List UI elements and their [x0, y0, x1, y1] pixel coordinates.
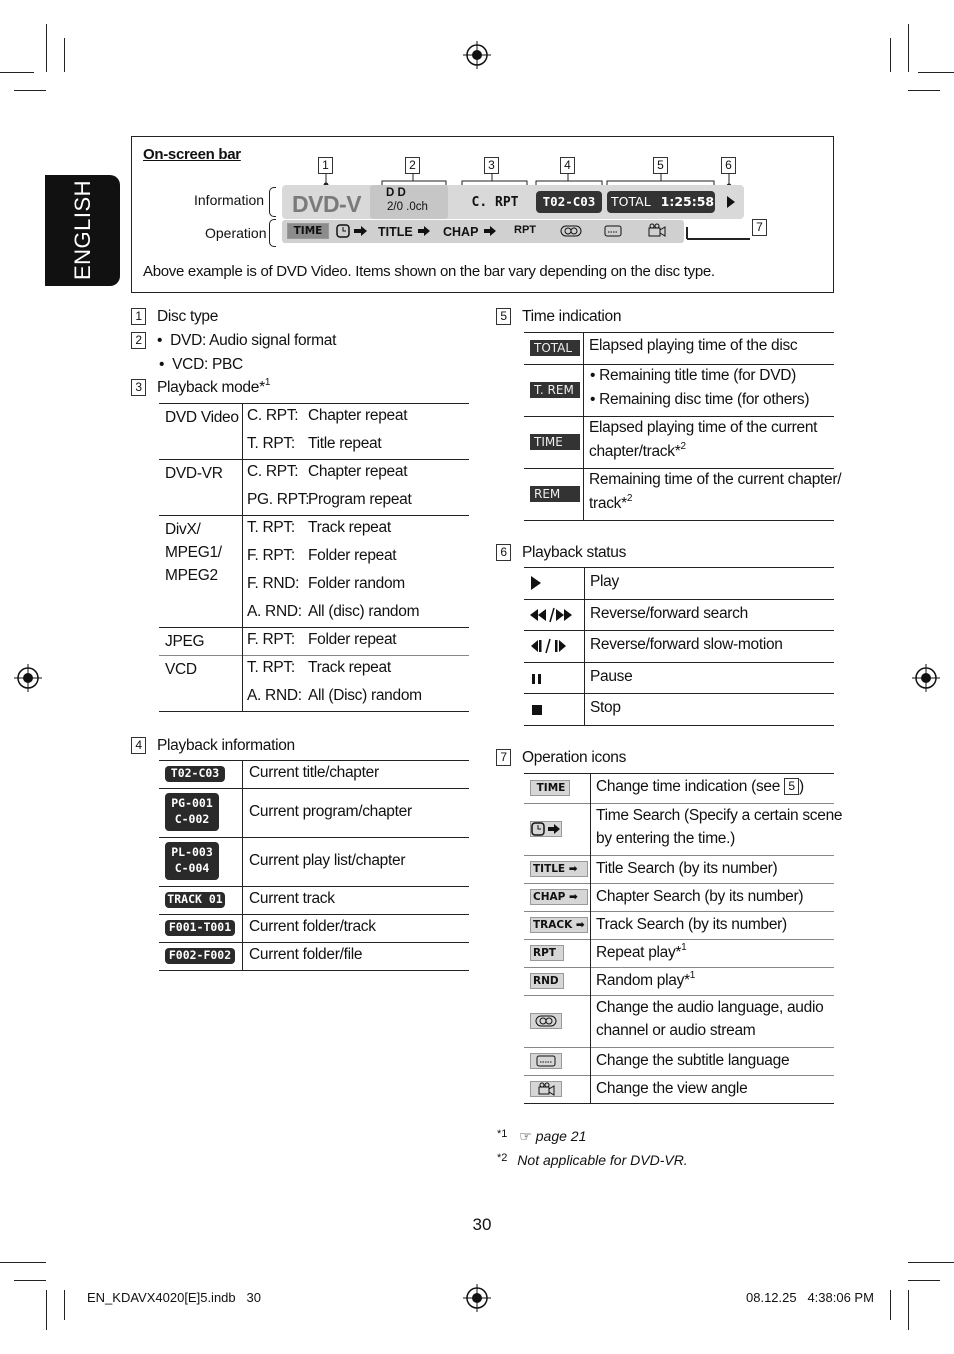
table-divider: [242, 788, 243, 837]
registration-mark-icon: [463, 1284, 491, 1312]
table-rule: [524, 803, 834, 804]
table-rule: [159, 627, 469, 628]
table-divider: [590, 773, 591, 803]
table-rule: [524, 1103, 834, 1104]
mode-abbrev: T. RPT:: [247, 519, 295, 536]
table-rule: [524, 468, 834, 469]
op-badge: TITLE ➡: [530, 861, 588, 877]
mode-desc: Track repeat: [308, 659, 391, 676]
table-divider: [583, 332, 584, 364]
mode-disc: JPEG: [165, 633, 205, 650]
slow-motion-icon: [528, 637, 576, 655]
table-rule: [524, 364, 834, 365]
op-desc: Change the audio language, audio: [596, 999, 824, 1016]
arrow-right-icon: [417, 225, 431, 237]
table-rule: [159, 942, 469, 943]
table-rule: [159, 837, 469, 838]
info-badge: F002-F002: [165, 948, 235, 964]
table-divider: [590, 855, 591, 883]
table-divider: [242, 515, 243, 627]
table-divider: [583, 416, 584, 468]
time-desc: Elapsed playing time of the current: [589, 419, 818, 436]
subtitle-icon: [530, 1053, 562, 1069]
op-desc: Change the subtitle language: [596, 1052, 790, 1069]
time-badge: T. REM: [530, 382, 580, 398]
mode-desc: Folder random: [308, 575, 405, 592]
title-chapter-display: T02-C03: [536, 191, 602, 213]
mode-abbrev: T. RPT:: [247, 435, 295, 452]
search-icon: [528, 606, 576, 624]
disc-type-display: DVD-V: [292, 191, 362, 217]
mode-abbrev: C. RPT:: [247, 463, 299, 480]
table-divider: [583, 364, 584, 416]
op-time-button[interactable]: TIME: [287, 223, 329, 239]
mode-desc: Program repeat: [308, 491, 412, 508]
op-desc: by entering the time.): [596, 830, 736, 847]
table-divider: [584, 599, 585, 631]
play-icon: [528, 574, 576, 592]
table-divider: [242, 760, 243, 788]
info-desc: Current track: [249, 890, 335, 907]
info-desc: Current title/chapter: [249, 764, 379, 781]
table-divider: [584, 662, 585, 694]
time-desc: • Remaining title time (for DVD): [590, 367, 796, 384]
table-rule: [524, 855, 834, 856]
info-desc: Current folder/track: [249, 918, 376, 935]
op-badge: TIME: [530, 780, 570, 796]
table-rule: [159, 515, 469, 516]
table-rule: [524, 520, 834, 521]
audio-format-display: D D 2/0 .0ch: [370, 185, 448, 219]
section-5-heading: 5 Time indication: [496, 308, 621, 326]
audio-icon[interactable]: [560, 225, 582, 237]
mode-disc: VCD: [165, 661, 197, 678]
time-desc: Remaining time of the current chapter/: [589, 471, 842, 488]
table-divider: [590, 803, 591, 855]
time-badge: TIME: [530, 434, 580, 450]
info-badge: T02-C03: [165, 766, 225, 782]
table-divider: [590, 1047, 591, 1075]
hand-pointer-icon: ☞: [519, 1128, 532, 1144]
table-divider: [590, 911, 591, 939]
mode-desc: All (Disc) random: [308, 687, 422, 704]
mode-abbrev: A. RND:: [247, 603, 302, 620]
table-rule: [524, 567, 834, 568]
info-badge: TRACK 01: [165, 892, 225, 908]
callout-4: 4: [560, 157, 575, 174]
op-rpt-button[interactable]: RPT: [514, 224, 536, 236]
mode-abbrev: T. RPT:: [247, 659, 295, 676]
op-chap-button[interactable]: CHAP: [443, 223, 503, 239]
table-rule: [159, 886, 469, 887]
mode-abbrev: A. RND:: [247, 687, 302, 704]
page-number: 30: [472, 1215, 492, 1234]
table-rule: [159, 788, 469, 789]
info-badge: PL-003 C-004: [165, 842, 219, 880]
op-badge: RPT: [530, 945, 564, 961]
op-desc: Chapter Search (by its number): [596, 888, 804, 905]
status-desc: Pause: [590, 667, 633, 685]
op-badge: TRACK ➡: [530, 917, 588, 933]
subtitle-icon[interactable]: [604, 225, 622, 237]
information-label: Information: [194, 192, 265, 208]
section-7-heading: 7 Operation icons: [496, 749, 626, 767]
mode-abbrev: PG. RPT:: [247, 491, 310, 508]
op-desc: Title Search (by its number): [596, 860, 778, 877]
mode-disc: DVD Video: [165, 409, 239, 426]
callout-2: 2: [405, 157, 420, 174]
table-rule: [524, 599, 834, 600]
op-badge: [530, 1013, 562, 1029]
section-2-bullet: • VCD: PBC: [159, 356, 243, 373]
table-rule: [524, 939, 834, 940]
table-rule: [159, 711, 469, 712]
table-divider: [584, 567, 585, 599]
op-time-search-button[interactable]: [335, 223, 371, 239]
mode-abbrev: C. RPT:: [247, 407, 299, 424]
table-rule: [524, 662, 834, 663]
op-desc: Time Search (Specify a certain scene: [596, 807, 843, 824]
mode-desc: Folder repeat: [308, 547, 397, 564]
op-desc: Random play*$^1$: [596, 970, 696, 989]
info-badge: F001-T001: [165, 920, 235, 936]
arrow-right-icon: [483, 225, 497, 237]
table-divider: [242, 837, 243, 886]
op-badge: [530, 1053, 562, 1069]
op-title-button[interactable]: TITLE: [378, 223, 438, 239]
registration-mark-icon: [912, 664, 940, 692]
table-rule: [524, 773, 834, 774]
callout-6: 6: [721, 157, 736, 174]
footnote-1: $^{*1}$ ☞ page 21: [497, 1128, 587, 1144]
table-divider: [242, 403, 243, 459]
mode-abbrev: F. RND:: [247, 575, 300, 592]
table-rule: [524, 1047, 834, 1048]
footnote-2: $^{*2}$ Not applicable for DVD-VR.: [497, 1152, 688, 1168]
callout-7: 7: [752, 219, 767, 236]
section-4-heading: 4 Playback information: [131, 737, 295, 755]
table-divider: [584, 693, 585, 725]
time-desc: chapter/track*$^2$: [589, 441, 686, 460]
table-divider: [583, 468, 584, 520]
table-divider: [242, 942, 243, 970]
table-rule: [159, 914, 469, 915]
mode-abbrev: F. RPT:: [247, 547, 295, 564]
section-ref: 5: [784, 778, 799, 795]
mode-disc: DVD-VR: [165, 465, 223, 482]
op-badge: RND: [530, 973, 564, 989]
op-desc: Track Search (by its number): [596, 916, 787, 933]
info-desc: Current play list/chapter: [249, 851, 406, 869]
stop-icon: [528, 700, 576, 718]
section-3-heading: 3 Playback mode*$^1$: [131, 379, 270, 397]
pause-icon: [528, 669, 576, 687]
callout-1: 1: [318, 157, 333, 174]
time-desc: • Remaining disc time (for others): [590, 391, 810, 408]
op-desc: Change time indication (see 5 ): [596, 778, 804, 795]
table-rule: [524, 883, 834, 884]
footer-stamp: 08.12.25 4:38:06 PM: [746, 1290, 874, 1305]
clock-arrow-icon: [530, 821, 562, 837]
table-rule: [524, 693, 834, 694]
status-desc: Stop: [590, 699, 621, 716]
mode-desc: Chapter repeat: [308, 463, 408, 480]
table-divider: [242, 886, 243, 914]
table-rule: [524, 911, 834, 912]
callout-5: 5: [653, 157, 668, 174]
mode-disc: DivX/ MPEG1/ MPEG2: [165, 521, 222, 584]
time-desc: Elapsed playing time of the disc: [589, 337, 798, 354]
table-divider: [590, 995, 591, 1047]
time-badge: REM: [530, 486, 580, 502]
play-icon: [726, 195, 736, 209]
table-rule: [524, 967, 834, 968]
table-rule: [524, 1075, 834, 1076]
mode-desc: Chapter repeat: [308, 407, 408, 424]
op-badge: [530, 1081, 562, 1097]
time-badge: TOTAL: [530, 340, 580, 356]
total-time-display: TOTAL 1:25:58: [607, 191, 715, 213]
info-desc: Current program/chapter: [249, 802, 412, 820]
operation-label: Operation: [205, 225, 267, 241]
table-divider: [584, 630, 585, 662]
table-rule: [159, 760, 469, 761]
mode-desc: Track repeat: [308, 519, 391, 536]
op-badge: CHAP ➡: [530, 889, 588, 905]
table-rule: [159, 655, 469, 656]
info-desc: Current folder/file: [249, 946, 363, 963]
table-rule: [524, 416, 834, 417]
mode-abbrev: F. RPT:: [247, 631, 295, 648]
status-desc: Reverse/forward search: [590, 604, 748, 622]
angle-icon[interactable]: [648, 223, 666, 237]
table-rule: [159, 970, 469, 971]
section-1-heading: 1 Disc type: [131, 308, 218, 326]
table-rule: [524, 630, 834, 631]
table-rule: [524, 725, 834, 726]
table-divider: [590, 883, 591, 911]
onscreen-bar-note: Above example is of DVD Video. Items shown on the bar vary depending on the disc type.: [143, 263, 715, 280]
info-badge: PG-001 C-002: [165, 793, 219, 831]
table-rule: [159, 459, 469, 460]
section-6-heading: 6 Playback status: [496, 544, 626, 562]
onscreen-bar-box: [131, 136, 834, 293]
op-desc: Repeat play*$^1$: [596, 942, 687, 961]
playback-mode-display: C. RPT: [471, 195, 519, 210]
status-desc: Play: [590, 573, 619, 590]
language-tab: ENGLISH: [45, 175, 120, 286]
table-divider: [242, 655, 243, 711]
angle-icon: [530, 1081, 562, 1097]
table-rule: [524, 332, 834, 333]
table-rule: [159, 403, 469, 404]
onscreen-bar-title: On-screen bar: [143, 146, 241, 163]
registration-mark-icon: [463, 41, 491, 69]
mode-desc: Title repeat: [308, 435, 382, 452]
section-2-heading: 2 • DVD: Audio signal format: [131, 332, 336, 350]
op-desc: channel or audio stream: [596, 1022, 756, 1039]
mode-desc: All (disc) random: [308, 603, 420, 620]
op-badge: [530, 821, 562, 837]
table-divider: [242, 627, 243, 655]
op-desc: Change the view angle: [596, 1080, 748, 1097]
mode-desc: Folder repeat: [308, 631, 397, 648]
callout-3: 3: [484, 157, 499, 174]
table-divider: [242, 459, 243, 515]
audio-icon: [530, 1013, 562, 1029]
table-divider: [590, 967, 591, 995]
table-divider: [590, 1075, 591, 1103]
time-desc: track*$^2$: [589, 493, 633, 512]
table-rule: [524, 995, 834, 996]
status-desc: Reverse/forward slow-motion: [590, 636, 783, 653]
footer-file: EN_KDAVX4020[E]5.indb 30: [87, 1290, 261, 1305]
registration-mark-icon: [14, 664, 42, 692]
table-divider: [590, 939, 591, 967]
table-divider: [242, 914, 243, 942]
clock-arrow-icon: [335, 223, 371, 239]
